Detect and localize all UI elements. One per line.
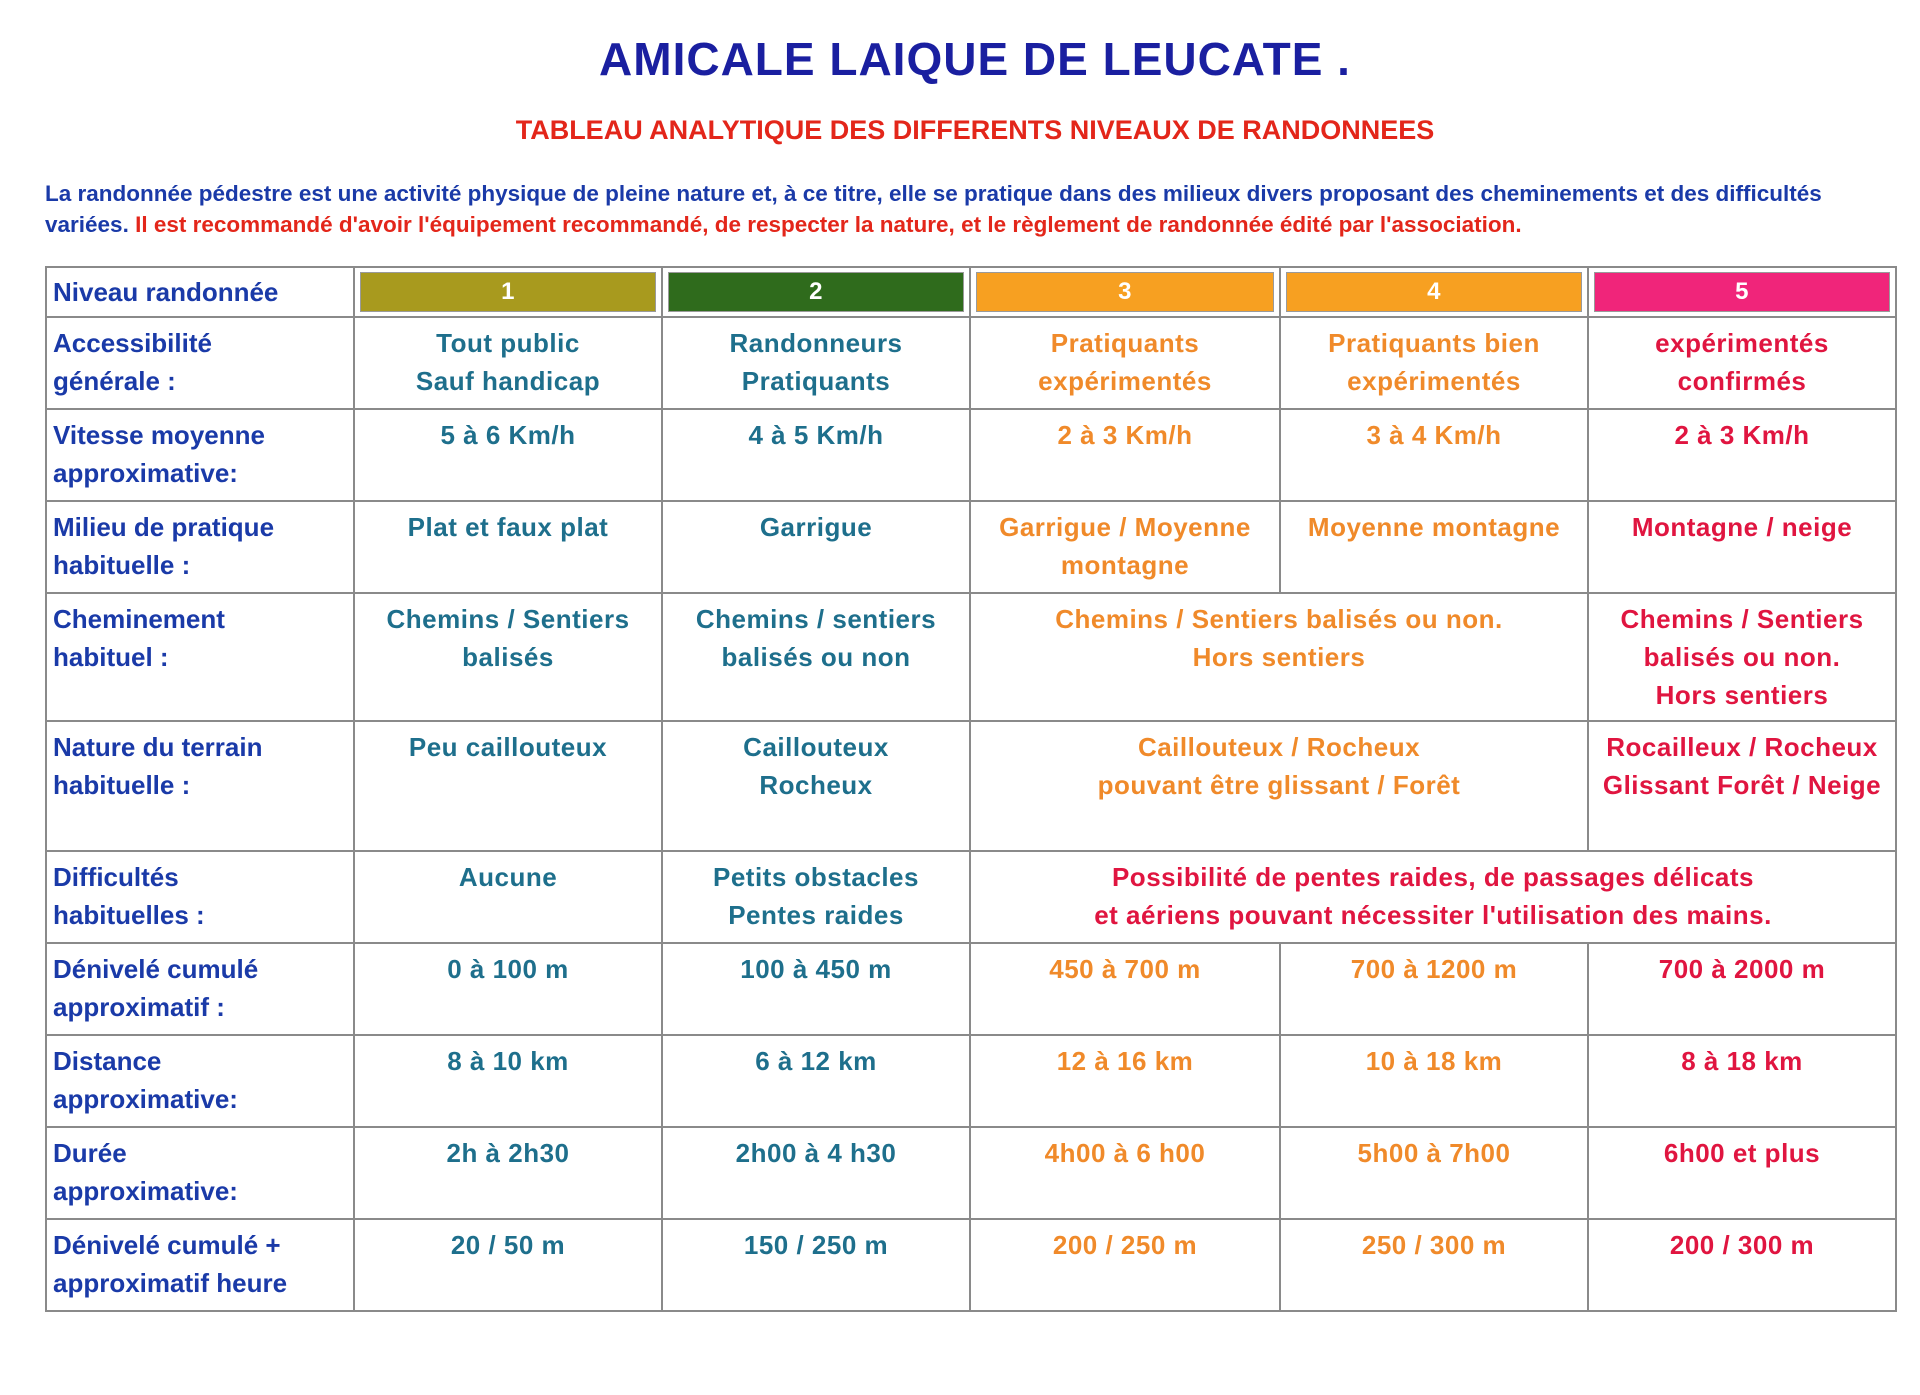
table-cell: 5 à 6 Km/h [354, 409, 662, 501]
table-cell: 200 / 300 m [1588, 1219, 1896, 1311]
row-label-line: Cheminement [53, 604, 225, 634]
row-label [46, 409, 354, 501]
level-1-cell [354, 267, 662, 317]
cell-line: Pratiquants bien [1328, 328, 1540, 358]
table-cell: 700 à 1200 m [1280, 943, 1588, 1035]
cell-line: expérimentés [1655, 328, 1829, 358]
level-5-badge: 5 [1594, 272, 1890, 312]
table-cell: Peu caillouteux [354, 721, 662, 851]
table-cell: 5h00 à 7h00 [1280, 1127, 1588, 1219]
cell-line: Chemins / Sentiers balisés ou non. [1055, 604, 1503, 634]
cell-line: pouvant être glissant / Forêt [1097, 770, 1461, 800]
cell-line: Rocheux [759, 770, 873, 800]
table-row [46, 1219, 1896, 1311]
cell-line: Chemins / Sentiers [1620, 604, 1864, 634]
level-3-badge: 3 [976, 272, 1274, 312]
table-cell [1588, 593, 1896, 721]
table-cell: 2 à 3 Km/h [970, 409, 1280, 501]
cell-line: balisés ou non [721, 642, 911, 672]
row-label-line: habituelle : [53, 550, 191, 580]
table-cell: 2h à 2h30 [354, 1127, 662, 1219]
row-label [46, 943, 354, 1035]
cell-line: Glissant Forêt / Neige [1602, 770, 1882, 800]
table-cell: 8 à 10 km [354, 1035, 662, 1127]
cell-line: montagne [1060, 550, 1190, 580]
table-cell [662, 851, 970, 943]
cell-line: Sauf handicap [415, 366, 601, 396]
table-cell: Montagne / neige [1588, 501, 1896, 593]
table-cell: Plat et faux plat [354, 501, 662, 593]
table-header-row [46, 267, 1896, 317]
cell-line: Pratiquants [1050, 328, 1200, 358]
table-row [46, 943, 1896, 1035]
row-label-line: approximatif heure [53, 1268, 288, 1298]
cell-line: Hors sentiers [1655, 680, 1829, 710]
row-label-line: habituelles : [53, 900, 205, 930]
row-label [46, 1219, 354, 1311]
table-cell: 150 / 250 m [662, 1219, 970, 1311]
row-label-line: Dénivelé cumulé [53, 954, 259, 984]
cell-line: Pratiquants [741, 366, 891, 396]
row-label [46, 317, 354, 409]
table-cell: 10 à 18 km [1280, 1035, 1588, 1127]
cell-line: confirmés [1677, 366, 1807, 396]
table-cell: 12 à 16 km [970, 1035, 1280, 1127]
table-cell: 8 à 18 km [1588, 1035, 1896, 1127]
cell-line: expérimentés [1347, 366, 1521, 396]
cell-line: Rocailleux / Rocheux [1606, 732, 1878, 762]
table-cell: Garrigue [662, 501, 970, 593]
row-label-line: générale : [53, 366, 176, 396]
cell-line: Possibilité de pentes raides, de passages délicats [1111, 862, 1755, 892]
table-cell [662, 721, 970, 851]
table-row [46, 409, 1896, 501]
document-subtitle: TABLEAU ANALYTIQUE DES DIFFERENTS NIVEAUX DE RANDONNEES [515, 115, 1435, 145]
row-label-line: approximative: [53, 1176, 238, 1206]
table-row [46, 593, 1896, 721]
table-row [46, 1127, 1896, 1219]
cell-line: Garrigue / Moyenne [999, 512, 1251, 542]
row-label [46, 1127, 354, 1219]
table-cell [970, 317, 1280, 409]
cell-line: et aériens pouvant nécessiter l'utilisation des mains. [1094, 900, 1772, 930]
row-label-line: habituel : [53, 642, 169, 672]
row-label-line: Milieu de pratique [53, 512, 275, 542]
table-cell: Moyenne montagne [1280, 501, 1588, 593]
cell-line: Chemins / sentiers [695, 604, 937, 634]
table-cell: 100 à 450 m [662, 943, 970, 1035]
intro-paragraph [45, 178, 1890, 240]
level-1-badge: 1 [360, 272, 656, 312]
cell-line: Randonneurs [729, 328, 903, 358]
cell-line: Tout public [436, 328, 580, 358]
table-cell: Aucune [354, 851, 662, 943]
table-cell: 450 à 700 m [970, 943, 1280, 1035]
table-cell-merged [970, 721, 1588, 851]
row-label-line: Nature du terrain [53, 732, 263, 762]
row-label-line: approximatif : [53, 992, 225, 1022]
row-label [46, 851, 354, 943]
level-5-cell [1588, 267, 1896, 317]
cell-line: Caillouteux [743, 732, 889, 762]
row-label-line: Difficultés [53, 862, 179, 892]
table-cell: 250 / 300 m [1280, 1219, 1588, 1311]
cell-line: Chemins / Sentiers [386, 604, 630, 634]
level-2-badge: 2 [668, 272, 964, 312]
table-cell: 0 à 100 m [354, 943, 662, 1035]
intro-recommendation: Il est recommandé d'avoir l'équipement recommandé, de respecter la nature, et le règlement de randonnée édité par l'association. [135, 212, 1522, 237]
row-label-line: Distance [53, 1046, 162, 1076]
header-label: Niveau randonnée [46, 267, 354, 317]
table-cell [970, 501, 1280, 593]
row-label-line: Accessibilité [53, 328, 212, 358]
row-label [46, 501, 354, 593]
row-label [46, 721, 354, 851]
row-label [46, 593, 354, 721]
row-label-line: habituelle : [53, 770, 191, 800]
table-cell: 700 à 2000 m [1588, 943, 1896, 1035]
cell-line: Pentes raides [728, 900, 904, 930]
row-label-line: approximative: [53, 1084, 238, 1114]
level-4-badge: 4 [1286, 272, 1582, 312]
cell-line: expérimentés [1038, 366, 1212, 396]
cell-line: balisés [462, 642, 554, 672]
row-label-line: Dénivelé cumulé + [53, 1230, 281, 1260]
table-cell: 4h00 à 6 h00 [970, 1127, 1280, 1219]
row-label-line: Vitesse moyenne [53, 420, 265, 450]
table-cell [662, 317, 970, 409]
table-row [46, 501, 1896, 593]
table-row [46, 721, 1896, 851]
table-cell [1280, 317, 1588, 409]
cell-line: balisés ou non. [1643, 642, 1841, 672]
table-cell: 4 à 5 Km/h [662, 409, 970, 501]
level-3-cell [970, 267, 1280, 317]
table-cell: 3 à 4 Km/h [1280, 409, 1588, 501]
table-row [46, 851, 1896, 943]
table-cell: 6h00 et plus [1588, 1127, 1896, 1219]
table-cell [1588, 317, 1896, 409]
intro-text: La randonnée pédestre est une activité physique de pleine nature et, à ce titre, elle se pratique dans des milieux divers proposant des cheminements et des difficultés variées. [45, 181, 1822, 237]
row-label-line: approximative: [53, 458, 238, 488]
row-label [46, 1035, 354, 1127]
row-label-line: Durée [53, 1138, 127, 1168]
level-2-cell [662, 267, 970, 317]
cell-line: Petits obstacles [713, 862, 919, 892]
table-cell [662, 593, 970, 721]
table-cell [1588, 721, 1896, 851]
table-cell [354, 593, 662, 721]
table-cell: 200 / 250 m [970, 1219, 1280, 1311]
levels-table [45, 266, 1897, 1312]
table-cell: 6 à 12 km [662, 1035, 970, 1127]
table-cell: 2h00 à 4 h30 [662, 1127, 970, 1219]
table-cell-merged [970, 851, 1896, 943]
table-cell: 2 à 3 Km/h [1588, 409, 1896, 501]
cell-line: Caillouteux / Rocheux [1137, 732, 1421, 762]
document-title: AMICALE LAIQUE DE LEUCATE . [599, 33, 1351, 85]
table-cell: 20 / 50 m [354, 1219, 662, 1311]
table-cell [354, 317, 662, 409]
cell-line: Hors sentiers [1192, 642, 1366, 672]
table-cell-merged [970, 593, 1588, 721]
level-4-cell [1280, 267, 1588, 317]
table-row [46, 1035, 1896, 1127]
table-row [46, 317, 1896, 409]
